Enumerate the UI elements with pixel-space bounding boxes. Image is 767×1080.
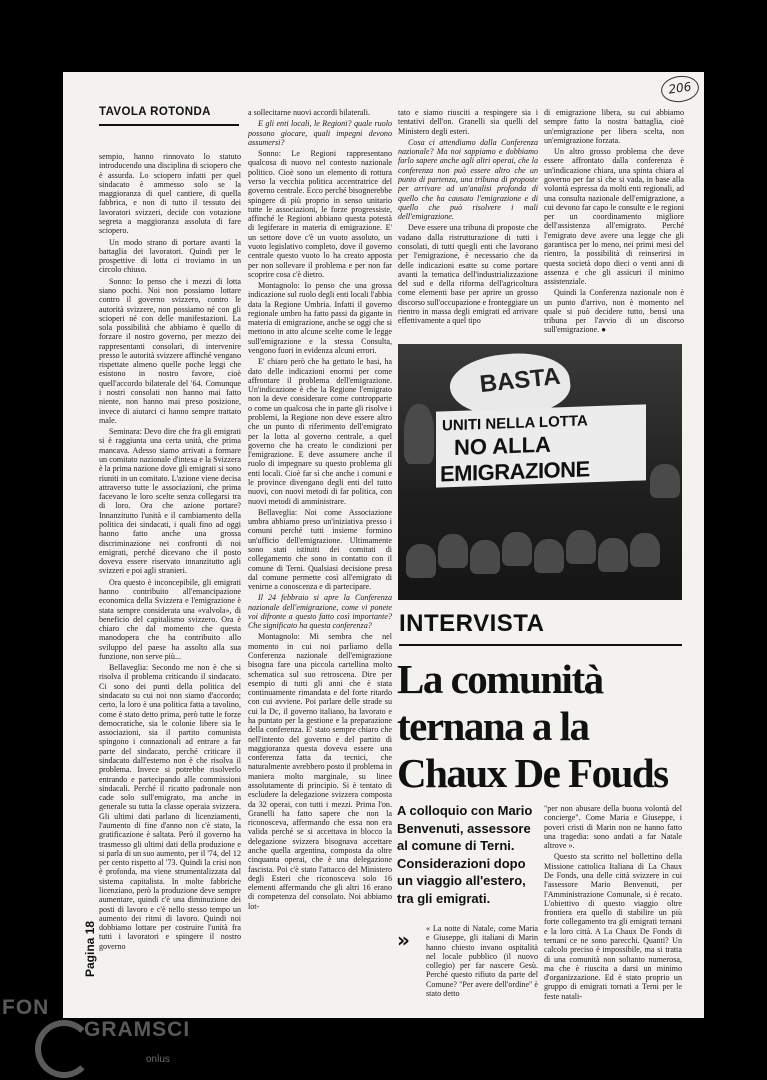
intervista-rule <box>399 644 682 646</box>
paragraph: Montagnolo: Io penso che una grossa indicazione sul ruolo degli enti locali l'abbia data la Regione Umbria. Infatti il governo regionale umbro ha fatto passi da gigante in materia di emigrazione, anche se oggi che si mettono in atto alcune scelte come le legge sull'emigrazione e la stessa Consulta, vengono fuori in evidenza alcuni errori. <box>248 281 392 356</box>
paragraph: E gli enti locali, le Regioni? quale ruolo possono giocare, quali impegni devono assumersi? <box>248 119 392 147</box>
paragraph: Quindi la Conferenza nazionale non è un punto d'arrivo, non è momento nel quale si può decidere tutto, bensì una tribuna per l'avvio di un discorso sull'emigrazione. ● <box>544 288 684 335</box>
paragraph: Seminara: Devo dire che fra gli emigrati si è raggiunta una certa unità, che prima mancava. Adesso siamo arrivati a formare un comitato nazionale d'intesa e la Svizzera è la prima nazione dove gli emigrati si sono riuniti in un comitato. L'azione viene decisa attraverso tutte le associazioni, che prima facevano le loro scelte senza collegarsi tra di loro. Ora che azione portare? Innanzitutto l'unità e il cambiamento della politica dei sindacati, i quali fino ad oggi hanno fatto anche una grossa discriminazione nei confronti di noi emigrati, perché dicevano che il posto doveva essere riservato innanzitutto agli svizzeri e poi agli stranieri. <box>99 427 241 576</box>
paragraph: sempio, hanno rinnovato lo statuto introducendo una disciplina di sciopero che è assurda. Lo sciopero infatti per quel sindacato è ammesso solo se la maggioranza di quel cantiere, di quella fabbrica, e non di tutto il tessuto dei lavoratori svizzeri, decide con votazione segreta a maggioranza assoluta di fare sciopero. <box>99 152 241 236</box>
paragraph: a sollecitarne nuovi accordi bilaterali. <box>248 108 371 117</box>
logo-fond: FON <box>2 996 50 1019</box>
paragraph: Un modo strano di portare avanti la battaglia dei lavoratori. Quindi per le prospettive di lotta ci troviamo in un circolo chiuso. <box>99 237 241 275</box>
section-rule <box>99 124 239 126</box>
deck-subtitle: A colloquio con Mario Benvenuti, assessore al comune di Terni. Considerazioni dopo un viaggio all'estero, tra gli emigrati. <box>397 803 533 906</box>
paragraph: di emigrazione libera, su cui abbiamo sempre fatto la nostra battaglia, cioè un'emigrazione per libera scelta, non un'emigrazione forzata. <box>544 108 684 145</box>
paragraph: Sonno: Io penso che i mezzi di lotta siano pochi. Noi non possiamo lottare contro il governo svizzero, contro le autorità svizzere, non possiamo né con gli scioperi né con delle manifestazioni. La sola possibilità che abbiamo è quello di forzare il nostro governo, per mezzo dei rappresentanti consolari, di intervenire presso le autorità svizzere affinché vengano rispettate almeno quelle poche leggi che esistono in nostro favore, cioè quell'accordo bilaterale del '64. Comunque i nostri consolati non hanno mai fatto niente, non hanno mai preso posizione, invece di aiutarci ci hanno sempre trattato male. <box>99 276 241 425</box>
paragraph: Bellaveglia: Secondo me non è che si risolva il problema criticando il sindacato. Ci sono dei punti della politica del sindacato su cui noi non siamo d'accordo; certo, la loro è una politica fatta a tavolino, come è stato detto prima, però tutte le forze democratiche, sia le colonie libere sia le associazioni, sia il partito comunista spingono i connazionali ad entrare a far parte del sindacato, perché criticare il sindacato dall'esterno non è che risolva il problema. Invece si potrebbe risolverlo entrando e partecipando alle commissioni sindacali. Perché il ricatto padronale non cade solo sull'emigrato, ma anche in generale su tutta la classe operaia svizzera. Gli ultimi dati parlano di licenziamenti, l'aumento di fine d'anno non c'è stato, la gratificazione è saltata. Però il governo ha trasmesso gli ultimi dati della produzione e si parla di un suo aumento, per il '74, del 12 per cento rispetto al '73. Quindi la crisi non è profonda, ma viene strumentalizzata dal sistema capitalista. In molte fabbriche licenziano, però la produzione deve sempre aumentare, quindi c'è una diminuzione dei posti di lavoro e c'è nello stesso tempo un aumento dei ritmi di lavoro. Quindi noi dobbiamo lottare per costruire l'unità fra tutti i lavoratori e spingere il nostro governo <box>99 663 241 951</box>
banner-no-emigrazione: UNITI NELLA LOTTA NO ALLA EMIGRAZIONE <box>436 404 646 487</box>
paragraph: "per non abusare della buona volontà del concierge". Come Maria e Giuseppe, i poveri cristi di Marin non ne hanno fatto una tragedia: sono andati a far Natale altrove ». <box>544 804 682 851</box>
headline: La comunità ternana a la Chaux De Fouds <box>397 656 668 796</box>
newspaper-page <box>63 72 704 1018</box>
paragraph: Sonno: Le Regioni rappresentano qualcosa di nuovo nel contesto nazionale politico. Cioè sono un elemento di rottura verso la vecchia politica accentratrice del governo centrale. Ecco perché bisognerebbe spingere di più proprio in senso unitario tutte le associazioni, le forze progressiste, affinché le Regioni abbiano questa potestà di legiferare in materia di emigrazione. E' un settore dove c'è un vuoto assoluto, un vuoto legislativo completo, dove il governo centrale questo vuoto lo ha creato apposta per non sollevare il problema e per non far scoprire cosa c'è dietro. <box>248 149 392 279</box>
protest-photo <box>398 344 682 600</box>
paragraph: Il 24 febbraio si apre la Conferenza nazionale dell'emigrazione, come vi ponete voi difronte a questo fatto così importante? Che significato ha questa conferenza? <box>248 593 392 631</box>
paragraph: Montagnolo: Mi sembra che nel momento in cui noi parliamo della Conferenza nazionale dell'emigrazione bisogna fare una piccola cartellina molto schematica sul suo retroscena. Dire per esempio di tutti gli anni che è stata continuamente rimandata e del forte ritardo con cui avviene. Poi parlare delle strade su cui la Dc, il governo italiano, ha lavorato e ha puntato per la gestione e la preparazione della conferenza. E' stato sempre chiaro che nell'intento del governo e del partito di maggioranza questa doveva essere una conferenza fatta da tecnici, che naturalmente avrebbero posto il problema in maniera molto marginale, su linee assolutamente di principio. Si è tentato di escludere la delegazione svizzera composta da 32 operai, con tutti i mezzi. Prima l'on. Granelli ha fatto sapere che non la riconosceva, affermando che essa non era valida perché se si accettava in blocco la delegazione svizzera bisognava accettare anche quella argentina, composta da oltre cinquanta operai, che è una delegazione fascista. Poi c'è stato l'attacco del Ministero degli Esteri che riconosceva solo 16 elementi affermando che gli altri 16 erano di competenza del consolato. Noi abbiamo lot- <box>248 632 392 911</box>
article-column-1 <box>99 152 241 1002</box>
article-column-2 <box>248 108 392 994</box>
intervista-label: INTERVISTA <box>399 610 545 637</box>
banner-basta: BASTA <box>447 348 573 422</box>
paragraph: Questo sta scritto nel bollettino della Missione cattolica Italiana di La Chaux De Fonds, una delle città svizzere in cui l'assessore Mario Benvenuti, per l'Amministrazione Comunale, si è recato. L'obiettivo di questo viaggio oltre frontiera era quello di stabilire un più forte collegamento tra gli emigrati ternani e la loro città. A La Chaux De Fonds di ternani ce ne sono parecchi. Quanti? Un calcolo preciso è impossibile, ma si tratta di una comunità non soltanto numerosa, ma che è riuscita a darsi un minimo d'organizzazione. Ed è stato proprio un gruppo di emigrati tornati a Terni per le feste natali- <box>544 852 682 1001</box>
paragraph: Deve essere una tribuna di proposte che vadano dalla ristrutturazione di tutti i consolati, di tutti quegli enti che lavorano per l'emigrazione, è necessario che da delle indicazioni esatte su come portare avanti la tematica dell'industrializzazione del sud e della riforma dell'agricoltura come elementi base per aprire un grosso discorso sull'occupazione e fronteggiare un rientro in massa degli emigrati ed arrivare effettivamente a quel tipo <box>398 223 538 326</box>
article-column-4 <box>544 108 684 366</box>
paragraph: Bellaveglia: Noi come Associazione umbra abbiamo preso un'iniziativa presso i comuni perché tutti insieme formino un'ufficio dell'emigrazione. Ultimamente sono stati istituiti dei comitati di collegamento che sono in contatto con il comune di Terni. Qualsiasi decisione presa dal comune permette così all'emigrato di venirne a conoscenza e di partecipare. <box>248 507 392 592</box>
paragraph: Ora questo è inconcepibile, gli emigrati hanno contribuito all'emancipazione economica della Svizzera e l'emigrazione è stata sempre considerata una «valvola», di beneficio del capitalismo svizzero. Ora è chiaro che dal momento che questa manodopera che ha contribuito allo sviluppo del paese ha assolto alla sua funzione, non serve più... <box>99 577 241 661</box>
paragraph: tato e siamo riusciti a respingere sia i tentativi dell'on. Granelli sia quelli del Ministero degli esteri. <box>398 108 538 136</box>
article-column-3 <box>398 108 538 358</box>
handwritten-page-number: 206 <box>659 73 700 104</box>
paragraph: E' chiaro però che ha gettato le basi, ha dato delle indicazioni enormi per come affrontare il problema dell'emigrazione. Un'indicazione è che la Regione l'emigrato non la deve considerare come contropparte o come un qualcosa che in parte gli risolve i problemi, la Regione non deve essere altro che un punto di riferimento dell'emigrato per la lotta al governo centrale, a quel governo che ha creato le condizioni per l'emigrazione. E deve assumere anche il ruolo di impegnare su questo problema gli enti locali. Cioè far sì che anche i comuni e le province divengano degli enti del tutto nuovi, con nuovi metodi di far politica, con nuovi metodi di amministrare. <box>248 357 392 506</box>
paragraph: Un altro grosso problema che deve essere affrontato dalla conferenza è un'indicazione chiara, una spinta chiara al governo per far sì che si vada, in base alla volontà espressa da molti enti regionali, ad una consulta nazionale dell'emigrazione, a cui devono far capo le consulte e le regioni per un coordinamento migliore dell'assistenza all'emigrato. Perché l'emigrato deve avere una legge che gli garantisca per lo meno, nei primi mesi del rientro, la possibilità di reinserirsi in questa società dopo dieci o venti anni di assenza e che gli assicuri il minimo assistenziale. <box>544 147 684 287</box>
paragraph: Cosa ci attendiamo dalla Conferenza nazionale? Ma noi sappiamo e dobbiamo farlo sapere anche agli altri operai, che la conferenza non può essere altro che un punto di partenza, una tribuna di proposte per arrivare ad un'analisi profonda di quello che ha causato l'emigrazione e di quello che può risolvere i mali dell'emigrazione. <box>398 137 538 222</box>
logo-onlus: onlus <box>146 1054 170 1065</box>
lead-paragraph: « La notte di Natale, come Maria e Giuseppe, gli italiani di Marin hanno chiesto invano ospitalità nel locale pubblico (il nuovo collegio) per far nascere Gesù. Perché questo rifiuto da parte del Comune? "Per avere dell'ordine" è stato detto <box>426 924 538 998</box>
article-column-5 <box>544 804 682 1004</box>
logo-gramsci: GRAMSCI <box>84 1018 191 1041</box>
section-title: TAVOLA ROTONDA <box>99 106 211 118</box>
page-label: Pagina 18 <box>83 920 97 977</box>
fondazione-gramsci-logo <box>0 992 220 1080</box>
double-arrow-icon: » <box>397 928 410 952</box>
